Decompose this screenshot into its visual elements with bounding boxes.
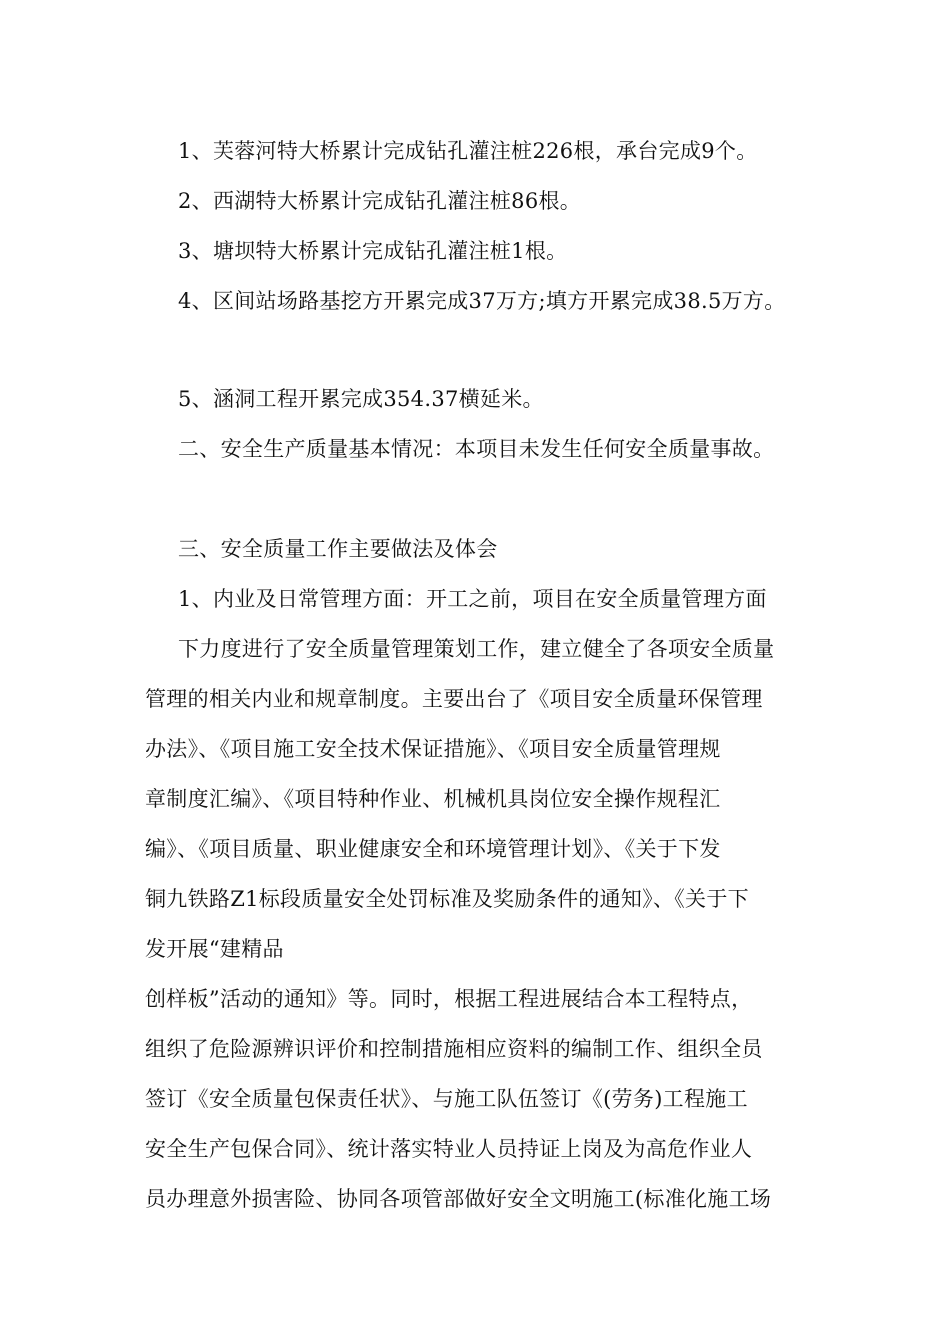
paragraph-line: 创样板”活动的通知》等。同时，根据工程进展结合本工程特点， <box>145 987 753 1011</box>
paragraph-line: 1、内业及日常管理方面：开工之前，项目在安全质量管理方面 <box>178 587 767 611</box>
progress-item-1: 1、芙蓉河特大桥累计完成钻孔灌注桩226根，承台完成9个。 <box>178 139 758 163</box>
section-two-text: 二、安全生产质量基本情况：本项目未发生任何安全质量事故。 <box>178 437 775 461</box>
paragraph-line: 发开展“建精品 <box>145 937 284 961</box>
progress-item-3: 3、塘坝特大桥累计完成钻孔灌注桩1根。 <box>178 239 568 263</box>
paragraph-line: 管理的相关内业和规章制度。主要出台了《项目安全质量环保管理 <box>145 687 763 711</box>
paragraph-line: 组织了危险源辨识评价和控制措施相应资料的编制工作、组织全员 <box>145 1037 763 1061</box>
paragraph-line: 章制度汇编》、《项目特种作业、机械机具岗位安全操作规程汇 <box>145 787 721 811</box>
progress-item-5: 5、涵洞工程开累完成354.37横延米。 <box>178 387 544 411</box>
paragraph-line: 铜九铁路Z1标段质量安全处罚标准及奖励条件的通知》、《关于下 <box>145 887 749 911</box>
section-three-heading: 三、安全质量工作主要做法及体会 <box>178 537 498 561</box>
paragraph-line: 员办理意外损害险、协同各项管部做好安全文明施工(标准化施工场 <box>145 1187 772 1211</box>
progress-item-4: 4、区间站场路基挖方开累完成37万方;填方开累完成38.5万方。 <box>178 289 786 313</box>
paragraph-line: 编》、《项目质量、职业健康安全和环境管理计划》、《关于下发 <box>145 837 721 861</box>
paragraph-line: 签订《安全质量包保责任状》、与施工队伍签订《(劳务)工程施工 <box>145 1087 748 1111</box>
paragraph-line: 下力度进行了安全质量管理策划工作，建立健全了各项安全质量 <box>178 637 775 661</box>
progress-item-2: 2、西湖特大桥累计完成钻孔灌注桩86根。 <box>178 189 582 213</box>
paragraph-line: 办法》、《项目施工安全技术保证措施》、《项目安全质量管理规 <box>145 737 721 761</box>
paragraph-line: 安全生产包保合同》、统计落实特业人员持证上岗及为高危作业人 <box>145 1137 753 1161</box>
